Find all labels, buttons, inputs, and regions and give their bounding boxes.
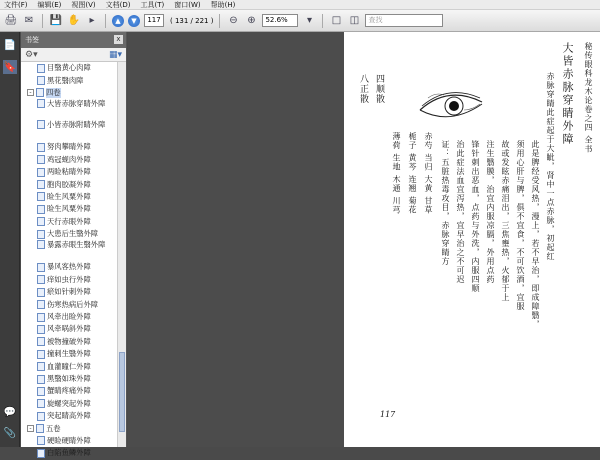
panel-scrollbar[interactable] [117, 62, 126, 447]
bookmark-label: 突起睛高外障 [47, 411, 91, 421]
document-page [344, 32, 600, 447]
bookmark-icon [37, 337, 45, 346]
bookmark-item[interactable] [21, 141, 118, 153]
panel-title: 书签 [25, 36, 39, 44]
collapse-icon[interactable]: - [27, 89, 34, 96]
bookmarks-panel [21, 32, 127, 458]
bookmark-icon [37, 350, 45, 359]
text-column: 此是脾经受风热，漫上，若不早治，即成障翳， [531, 140, 540, 329]
bookmark-icon [37, 449, 45, 458]
bookmark-item[interactable] [21, 191, 118, 203]
text-column: 证：五脏热毒攻目，赤脉穿睛方 [441, 140, 450, 266]
toolbar-divider [42, 14, 43, 28]
text-column: 薄荷 生地 木通 川芎 [392, 132, 401, 215]
bookmark-label: 大患后生翳外障 [47, 229, 99, 239]
bookmark-icon [37, 263, 45, 272]
bookmark-icon [36, 88, 44, 97]
bookmark-icon [37, 120, 45, 129]
hand-tool-icon[interactable]: ✋ [67, 15, 81, 26]
zoom-in-icon[interactable]: ⊕ [247, 15, 256, 26]
bookmark-icon [37, 375, 45, 384]
bookmark-label: 暴露赤眼生翳外障 [47, 240, 106, 250]
bookmark-label: 白陷鱼鳞外障 [47, 448, 91, 458]
page-number-input[interactable]: 117 [144, 14, 164, 27]
text-column: 须用心肝与脾，俱不宜食，不可饮酒，宜服 [516, 140, 525, 311]
bookmark-icon [37, 399, 45, 408]
zoom-dropdown-icon[interactable]: ▾ [306, 15, 312, 26]
text-column: 赤脉穿睛此症起于大眦，肾中一点赤脉，初起红 [546, 72, 555, 261]
bookmark-icon [37, 387, 45, 396]
bookmark-label: 暴风客热外障 [47, 262, 91, 272]
scrollbar-thumb[interactable] [119, 352, 125, 432]
bookmark-icon [37, 412, 45, 421]
toolbar-divider [219, 14, 220, 28]
bookmark-label: 风牵㖞斜外障 [47, 324, 91, 334]
bookmark-item[interactable] [21, 348, 118, 360]
bookmark-icon [37, 300, 45, 309]
text-column: 故或发眩赤痛泪出，三焦壅热，火郁于上 [501, 140, 510, 302]
bookmark-icon [37, 192, 45, 201]
fit-width-icon[interactable]: ◫ [349, 15, 360, 26]
bookmark-item[interactable] [21, 274, 118, 286]
text-column: 锋针刺出恶血，点药与外洗，内服四顺 [471, 140, 480, 293]
menu-window[interactable]: 窗口(W) [174, 0, 201, 9]
zoom-out-icon[interactable]: ⊖ [229, 15, 238, 26]
bookmark-icon [37, 288, 45, 297]
bookmark-label: 瘀如针刺外障 [47, 287, 91, 297]
bookmark-item[interactable] [21, 447, 118, 459]
bookmark-item[interactable] [21, 323, 118, 335]
bookmark-label: 天行赤眼外障 [47, 216, 91, 226]
toolbar [0, 10, 600, 32]
bookmark-item[interactable] [21, 261, 118, 273]
bookmark-item[interactable] [21, 435, 118, 447]
bookmark-label: 硬睑硬睛外障 [47, 435, 91, 445]
print-icon[interactable]: 🖨 [4, 15, 18, 26]
bookmark-label: 睑生风粟外障 [47, 191, 91, 201]
select-tool-icon[interactable]: ▸ [89, 15, 95, 26]
expand-bookmark-icon[interactable]: ▦▾ [108, 49, 122, 60]
bookmark-label: 胞肉胶凝外障 [47, 179, 91, 189]
next-page-icon[interactable]: ▼ [128, 15, 140, 27]
search-input[interactable]: 查找 [365, 14, 443, 27]
document-viewer[interactable] [128, 32, 600, 447]
bookmark-item[interactable] [21, 62, 118, 74]
bookmark-item[interactable] [21, 385, 118, 397]
bookmark-label: 旋螺突起外障 [47, 398, 91, 408]
bookmark-item[interactable] [21, 99, 118, 120]
formula-name: 八正散 [358, 74, 368, 104]
bookmark-icon [36, 424, 44, 433]
bookmark-icon [37, 325, 45, 334]
bookmark-label: 努肉攀睛外障 [47, 142, 91, 152]
bookmark-label: 五卷 [46, 423, 61, 433]
toolbar-divider [105, 14, 106, 28]
previous-page-icon[interactable]: ▲ [112, 15, 124, 27]
bookmark-label: 大皆赤脉穿睛外障 [47, 99, 106, 109]
menu-edit[interactable]: 编辑(E) [37, 0, 62, 9]
bookmark-item[interactable] [21, 360, 118, 372]
bookmark-label: 黑花翳肉障 [47, 75, 84, 85]
bookmark-item[interactable] [21, 74, 118, 86]
bookmark-item[interactable] [21, 336, 118, 348]
bookmark-icon [37, 313, 45, 322]
bookmark-label: 四卷 [46, 87, 61, 97]
bookmark-icon [37, 155, 45, 164]
bookmark-icon [37, 240, 45, 249]
bookmark-label: 目翳黄心肉障 [47, 63, 91, 73]
bookmark-item[interactable] [21, 203, 118, 215]
navigation-sidebar [0, 32, 20, 447]
bookmark-icon [37, 230, 45, 239]
menu-bar [0, 0, 600, 10]
toolbar-divider [322, 14, 323, 28]
page-number: 117 [380, 410, 396, 419]
bookmarks-icon[interactable]: 🔖 [3, 61, 17, 73]
bookmark-label: 伤寒热病后外障 [47, 299, 99, 309]
document-title: 大皆赤脉穿睛外障 [561, 42, 574, 146]
bookmark-item[interactable] [21, 154, 118, 166]
bookmark-label: 血灌瞳仁外障 [47, 361, 91, 371]
bookmark-icon [37, 143, 45, 152]
text-column: 栀子 黄芩 连翘 菊花 [408, 132, 417, 215]
bookmark-icon [37, 76, 45, 85]
page-count: ( 131 / 221 ) [170, 16, 214, 25]
bookmark-item[interactable] [21, 178, 118, 190]
bookmark-label: 睑生风粟外障 [47, 204, 91, 214]
text-column: 治此症法血宜泻热，宜早治之不可迟 [456, 140, 465, 284]
formula-name: 四顺散 [374, 74, 384, 104]
text-column: 注生翳膜，治宜内服凉膈，外用点药 [486, 140, 495, 284]
bookmark-icon [37, 64, 45, 73]
bookmark-item[interactable] [21, 311, 118, 323]
bookmark-item[interactable] [21, 298, 118, 310]
eye-illustration-icon [418, 80, 484, 130]
bookmark-item[interactable] [21, 373, 118, 385]
bookmark-icon [37, 205, 45, 214]
bookmark-item[interactable] [21, 166, 118, 178]
bookmark-item[interactable] [21, 120, 118, 141]
collapse-icon[interactable]: - [27, 425, 34, 432]
document-header: 秘传眼科龙木论卷之四 全书 [584, 42, 593, 154]
bookmark-tree [21, 62, 118, 458]
menu-document[interactable]: 文档(D) [105, 0, 131, 9]
bookmark-label: 两睑粘睛外障 [47, 167, 91, 177]
text-column: 赤芍 当归 大黄 甘草 [424, 132, 433, 215]
bookmark-item[interactable] [21, 286, 118, 298]
bookmark-label: 黑翳如珠外障 [47, 374, 91, 383]
bookmark-item[interactable] [21, 216, 118, 228]
bookmark-group[interactable] [21, 422, 118, 434]
menu-file[interactable]: 文件(F) [4, 0, 28, 9]
pages-icon[interactable]: 📄 [3, 39, 17, 51]
comments-icon[interactable]: 💬 [3, 406, 17, 418]
bookmark-group[interactable] [21, 87, 118, 99]
bookmark-item[interactable] [21, 410, 118, 422]
bookmark-item[interactable] [21, 398, 118, 410]
menu-view[interactable]: 视图(V) [71, 0, 96, 9]
attachments-icon[interactable]: 📎 [3, 427, 17, 439]
bookmark-icon [37, 168, 45, 177]
bookmark-label: 小皆赤脉附睛外障 [47, 120, 106, 130]
bookmark-label: 痒如虫行外障 [47, 274, 91, 284]
bookmark-label: 撞刺生翳外障 [47, 349, 91, 359]
zoom-level-input[interactable]: 52.6% [262, 14, 298, 27]
menu-tools[interactable]: 工具(T) [140, 0, 165, 9]
fit-page-icon[interactable]: □ [331, 15, 342, 26]
bookmark-label: 鸡冠蚬肉外障 [47, 154, 91, 164]
bookmark-icon [37, 275, 45, 284]
bookmark-item[interactable] [21, 228, 118, 240]
menu-help[interactable]: 帮助(H) [210, 0, 236, 9]
bookmark-label: 被物撞破外障 [47, 336, 91, 346]
bookmark-icon [37, 99, 45, 108]
close-icon[interactable]: x [114, 35, 123, 44]
email-icon[interactable]: ✉ [24, 15, 34, 26]
bookmark-icon [37, 362, 45, 371]
options-icon[interactable]: ⚙▾ [25, 49, 38, 60]
panel-header [21, 32, 126, 48]
bookmark-icon [37, 180, 45, 189]
bookmark-icon [37, 436, 45, 445]
panel-toolbar [21, 48, 126, 62]
bookmark-item[interactable] [21, 240, 118, 261]
bookmark-label: 蟹睛疼痛外障 [47, 386, 91, 396]
bookmark-label: 风牵出睑外障 [47, 312, 91, 322]
save-icon[interactable]: 💾 [49, 15, 63, 26]
bookmark-icon [37, 217, 45, 226]
